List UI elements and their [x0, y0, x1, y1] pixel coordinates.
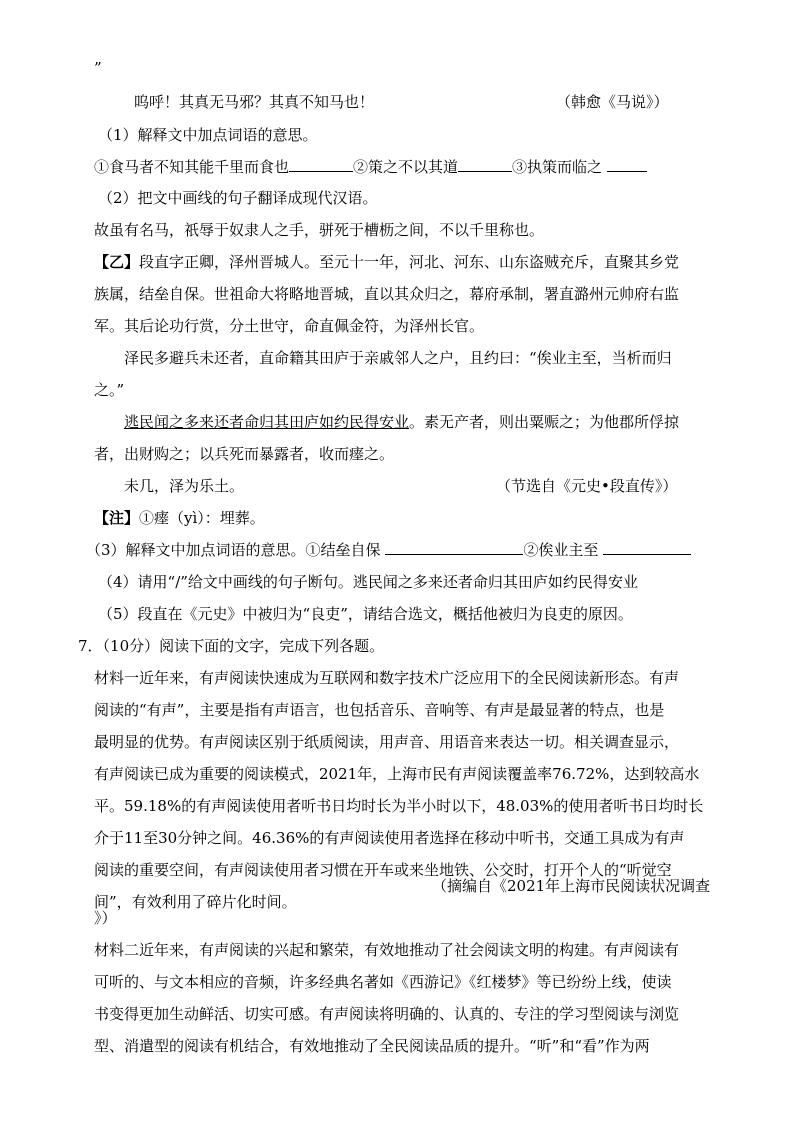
material-line: 材料一近年来，有声阅读快速成为互联网和数字技术广泛应用下的全民阅读新形态。有声 [94, 669, 680, 687]
material-line: 书变得更加生动鲜活、切实可感。有声阅读将明确的、认真的、专注的学习型阅读与浏览 [94, 1005, 680, 1023]
question-3 [86, 540, 691, 560]
material-line: 阅读的重要空间，有声阅读使用者习惯在开车或来坐地铁、公交时，打开个人的“听觉空 [94, 861, 672, 879]
answer-blank[interactable] [607, 157, 647, 172]
material-line: 有声阅读已成为重要的阅读模式，2021年，上海市民有声阅读覆盖率76.72%，达到较高水 [94, 765, 700, 783]
question-1-items [94, 157, 647, 177]
material-line: 最明显的优势。有声阅读区别于纸质阅读，用声音、用语音来表达一切。相关调查显示， [94, 733, 680, 751]
question-1: （1）解释文中加点词语的意思。 [98, 126, 318, 144]
passage-text: 。素无产者，则出粟赈之；为他郡所俘掠 [409, 413, 680, 431]
passage-line: 未几，泽为乐土。 [124, 477, 245, 495]
question-2: （2）把文中画线的句子翻译成现代汉语。 [98, 189, 378, 207]
passage-line [94, 252, 679, 272]
question-3-text: （3）解释文中加点词语的意思。①结垒自保 [86, 541, 381, 559]
passage-line: 呜呼！其真无马邪？其真不知马也！ [134, 93, 375, 111]
item-text: ②策之不以其道 [353, 158, 459, 176]
passage-line: 泽民多避兵未还者，直命籍其田庐于亲戚邻人之户，且约曰：“俟业主至，当析而归 [124, 349, 672, 367]
question-3-text: ②俟业主至 [523, 541, 599, 559]
material-source: （摘编自《2021年上海市民阅读状况调查 [432, 877, 711, 895]
material-line: 介于11至30分钟之间。46.36%的有声阅读使用者选择在移动中听书，交通工具成为有声 [94, 829, 685, 847]
note-label: 【注】 [94, 509, 140, 527]
annotation-note [94, 508, 265, 528]
material-line: 可听的、与文本相应的音频，许多经典名著如《西游记》《红楼梦》等已纷纷上线，使读 [94, 973, 672, 991]
passage-line: 故虽有名马，祇辱于奴隶人之手，骈死于槽枥之间，不以千里称也。 [94, 221, 545, 239]
passage-line [124, 412, 679, 432]
underlined-sentence: 逃民闻之多来还者命归其田庐如约民得安业 [124, 413, 410, 431]
material-line: 材料二近年来，有声阅读的兴起和繁荣，有效地推动了社会阅读文明的构建。有声阅读有 [94, 941, 680, 959]
material-source-end: 》） [94, 909, 117, 927]
answer-blank[interactable] [385, 540, 523, 555]
passage-line: 之。” [94, 381, 125, 399]
material-line: 阅读的“有声”，主要是指有声语言，也包括音乐、音响等、有声是最显著的特点，也是 [94, 701, 665, 719]
passage-line: 族属，结垒自保。世祖命大将略地晋城，直以其众归之，幕府承制，署直潞州元帅府右监 [94, 285, 680, 303]
question-4: （4）请用“/”给文中画线的句子断句。逃民闻之多来还者命归其田庐如约民得安业 [98, 573, 638, 591]
material-line: 间”，有效利用了碎片化时间。 [94, 893, 297, 911]
note-text: ①瘗（yì）：埋葬。 [139, 509, 265, 527]
passage-line: 者，出财购之；以兵死而暴露者，收而瘗之。 [94, 445, 395, 463]
material-line: 型、消遣型的阅读有机结合，有效地推动了全民阅读品质的提升。“听”和“看”作为两 [94, 1037, 650, 1055]
answer-blank[interactable] [458, 157, 512, 172]
passage-label: 【乙】 [94, 253, 140, 271]
question-5: （5）段直在《元史》中被归为“良吏”，请结合选文，概括他被归为良吏的原因。 [98, 605, 633, 623]
material-line: 平。59.18%的有声阅读使用者听书日均时长为半小时以下，48.03%的使用者听书日均时长 [94, 797, 704, 815]
answer-blank[interactable] [289, 157, 353, 172]
passage-text: 段直字正卿，泽州晋城人。至元十一年，河北、河东、山东盗贼充斥，直聚其乡党 [139, 253, 680, 271]
passage-source: （韩愈《马说》） [556, 93, 669, 111]
passage-source: （节选自《元史•段直传》） [496, 477, 678, 495]
item-text: ①食马者不知其能千里而食也 [94, 158, 290, 176]
closing-quote: ” [94, 59, 102, 77]
question-7-heading: 7．（10分）阅读下面的文字，完成下列各题。 [78, 637, 385, 655]
passage-line: 军。其后论功行赏，分土世守，命直佩金符，为泽州长官。 [94, 317, 485, 335]
item-text: ③执策而临之 [512, 158, 603, 176]
answer-blank[interactable] [603, 540, 691, 555]
